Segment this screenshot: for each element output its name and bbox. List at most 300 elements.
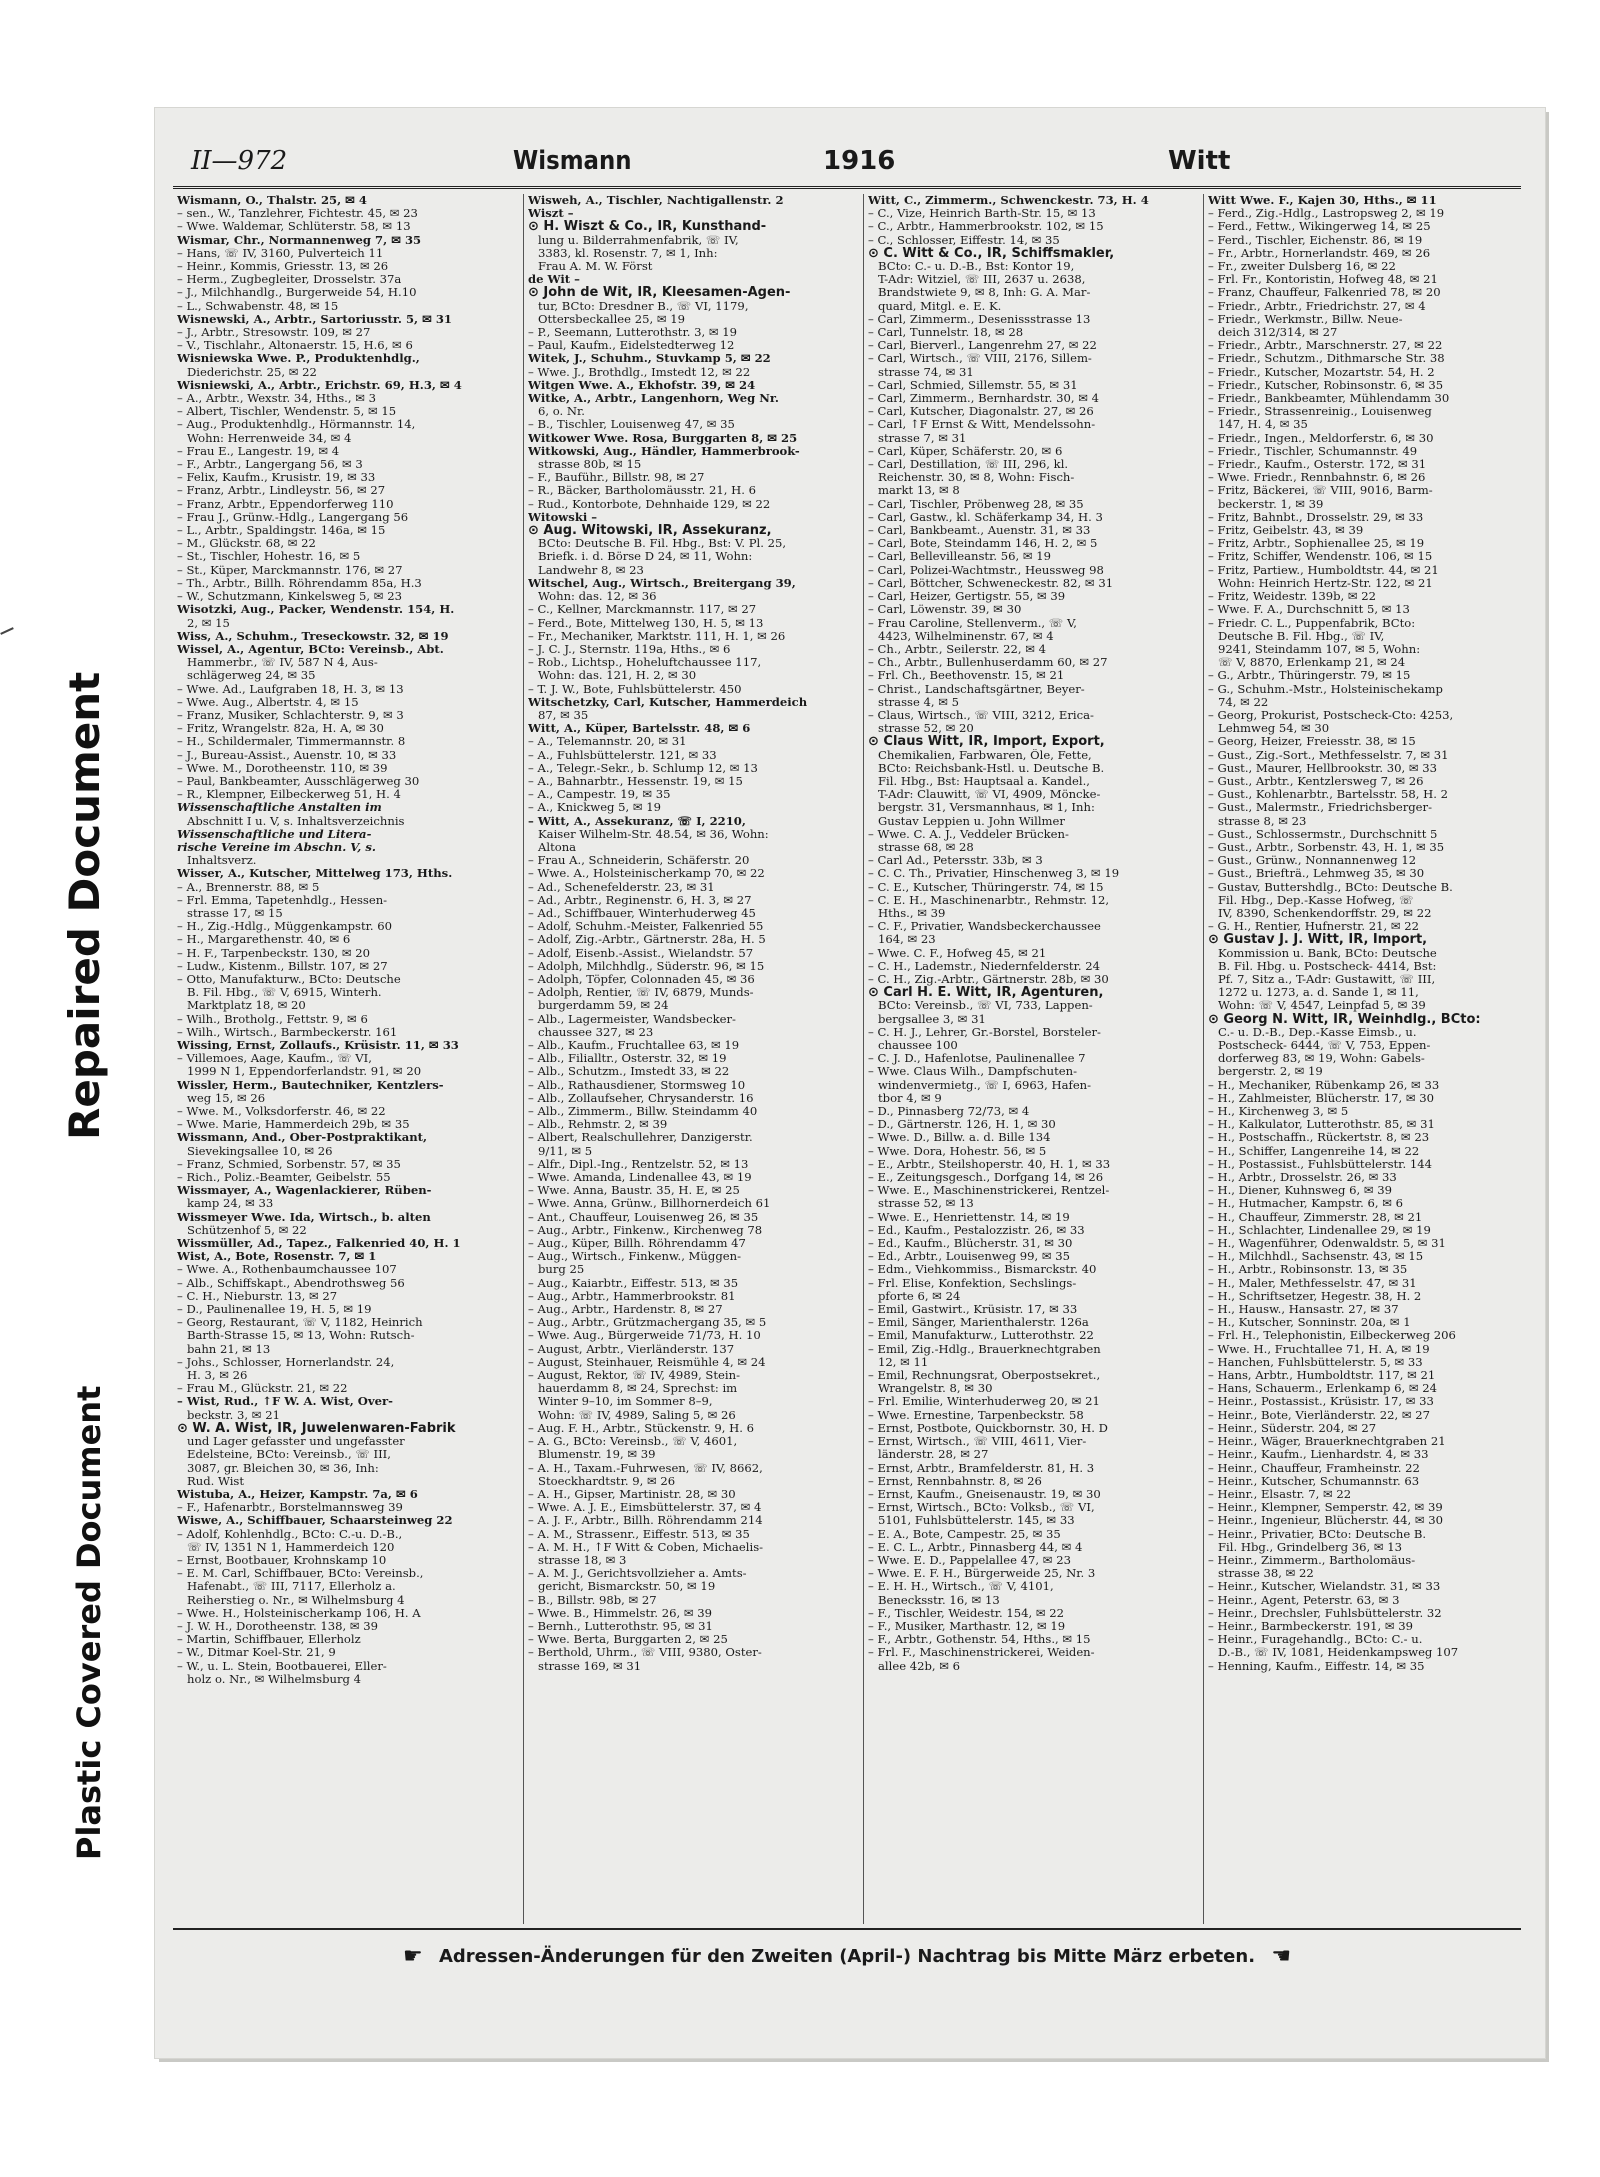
directory-entry: – Friedr., Ingen., Meldorferstr. 6, ✉ 30	[1208, 431, 1434, 445]
page-number: II—972	[191, 146, 288, 176]
directory-entry: Witt, C., Zimmerm., Schwenckestr. 73, H. 4	[868, 194, 1149, 207]
directory-entry: Benecksstr. 16, ✉ 13	[878, 1593, 1000, 1607]
directory-entry: Witowski –	[528, 510, 598, 524]
directory-entry: – C., Kellner, Marckmannstr. 117, ✉ 27	[528, 603, 757, 617]
directory-entry: holz o. Nr., ✉ Wilhelmsburg 4	[187, 1672, 361, 1686]
directory-entry: – H., Maler, Methfesselstr. 47, ✉ 31	[1208, 1276, 1417, 1290]
directory-entry: – sen., W., Tanzlehrer, Fichtestr. 45, ✉ 23	[177, 207, 418, 221]
directory-entry: – L., Arbtr., Spaldingstr. 146a, ✉ 15	[177, 524, 386, 538]
directory-entry: – Ferd., Fettw., Wikingerweg 14, ✉ 25	[1208, 220, 1431, 234]
directory-entry: – Wwe. E. F. H., Bürgerweide 25, Nr. 3	[868, 1567, 1096, 1581]
directory-entry: Witkower Wwe. Rosa, Burggarten 8, ✉ 25	[528, 431, 798, 445]
directory-entry: – Heinr., Postassist., Krüsistr. 17, ✉ 33	[1208, 1395, 1434, 1409]
directory-entry: – A. M. J., Gerichtsvollzieher a. Amts-	[528, 1567, 747, 1581]
directory-entry: – Carl Ad., Petersstr. 33b, ✉ 3	[868, 854, 1043, 868]
directory-entry: – Heinr., Drechsler, Fuhlsbüttelerstr. 32	[1208, 1606, 1442, 1620]
directory-entry: – Wwe. Aug., Albertstr. 4, ✉ 15	[177, 695, 359, 709]
directory-entry: – Wwe. Marie, Hammerdeich 29b, ✉ 35	[177, 1118, 410, 1132]
directory-entry: – Adolf, Eisenb.-Assist., Wielandstr. 57	[528, 946, 754, 960]
directory-entry: Schützenhof 5, ✉ 22	[187, 1223, 307, 1237]
directory-entry: – Th., Arbtr., Billh. Röhrendamm 85a, H.3	[177, 576, 422, 590]
directory-entry: – H., Schiffer, Langenreihe 14, ✉ 22	[1208, 1144, 1420, 1158]
directory-entry: ⊙ Aug. Witowski, IR, Assekuranz,	[528, 524, 772, 538]
directory-entry: Stoeckhardtstr. 9, ✉ 26	[538, 1474, 676, 1488]
directory-entry: – Carl, Zimmerm., Bernhardstr. 30, ✉ 4	[868, 392, 1099, 406]
directory-entry: strasse 4, ✉ 5	[878, 695, 960, 709]
directory-entry: strasse 38, ✉ 22	[1218, 1567, 1314, 1581]
directory-entry: chaussee 327, ✉ 23	[538, 1025, 654, 1039]
directory-entry: – Frl. H., Telephonistin, Eilbeckerweg 206	[1208, 1329, 1456, 1343]
directory-entry: – F., Arbtr., Langergang 56, ✉ 3	[177, 458, 363, 472]
directory-entry: – E., Zeitungsgesch., Dorfgang 14, ✉ 26	[868, 1171, 1104, 1185]
directory-entry: strasse 68, ✉ 28	[878, 840, 974, 854]
directory-entry: – C., Vize, Heinrich Barth-Str. 15, ✉ 13	[868, 207, 1096, 221]
directory-entry: Wiszt –	[528, 207, 574, 221]
directory-entry: – Friedr., Kutscher, Robinsonstr. 6, ✉ 35	[1208, 378, 1444, 392]
directory-entry: Winter 9–10, im Sommer 8–9,	[538, 1395, 713, 1409]
directory-entry: Witt Wwe. F., Kajen 30, Hths., ✉ 11	[1208, 194, 1437, 207]
directory-entry: – H., Diener, Kuhnsweg 6, ✉ 39	[1208, 1184, 1393, 1198]
directory-entry: – Fritz, Bäckerei, ☏ VIII, 9016, Barm-	[1208, 484, 1433, 498]
directory-entry: – C. H., Nieburstr. 13, ✉ 27	[177, 1289, 338, 1303]
directory-entry: – Fr., Arbtr., Hornerlandstr. 469, ✉ 26	[1208, 246, 1431, 260]
directory-entry: pforte 6, ✉ 24	[878, 1289, 961, 1303]
directory-entry: – Frau M., Glückstr. 21, ✉ 22	[177, 1382, 348, 1396]
directory-entry: ⊙ H. Wiszt & Co., IR, Kunsthand-	[528, 220, 767, 234]
directory-entry: – F., Hafenarbtr., Borstelmannsweg 39	[177, 1501, 403, 1515]
directory-entry: – Wilh., Wirtsch., Barmbeckerstr. 161	[177, 1025, 398, 1039]
directory-entry: – Carl, Bote, Steindamm 146, H. 2, ✉ 5	[868, 537, 1098, 551]
directory-entry: – Christ., Landschaftsgärtner, Beyer-	[868, 682, 1085, 696]
directory-entry: – C. H. J., Lehrer, Gr.-Borstel, Borsteler-	[868, 1025, 1101, 1039]
directory-entry: deich 312/314, ✉ 27	[1218, 326, 1338, 340]
directory-entry: – August, Arbtr., Vierländerstr. 137	[528, 1342, 735, 1356]
directory-entry: – August, Steinhauer, Reismühle 4, ✉ 24	[528, 1355, 766, 1369]
directory-entry: Frau A. M. W. Först	[538, 260, 653, 274]
directory-entry: Ottersbeckallee 25, ✉ 19	[538, 312, 685, 326]
directory-entry: – Friedr., Tischler, Schumannstr. 49	[1208, 444, 1418, 458]
directory-entry: – Rud., Kontorbote, Dehnhaide 129, ✉ 22	[528, 497, 771, 511]
directory-entry: schlägerweg 24, ✉ 35	[187, 669, 316, 683]
directory-entry: – Heinr., Klempner, Semperstr. 42, ✉ 39	[1208, 1501, 1443, 1515]
directory-entry: Wisniewski, A., Arbtr., Erichstr. 69, H.3, ✉ 4	[177, 378, 462, 392]
directory-entry: Sievekingsallee 10, ✉ 26	[187, 1144, 333, 1158]
directory-entry: Reiherstieg o. Nr., ✉ Wilhelmsburg 4	[187, 1593, 405, 1607]
directory-entry: – Ernst, Postbote, Quickbornstr. 30, H. D	[868, 1421, 1108, 1435]
directory-entry: Wissler, Herm., Bautechniker, Kentzlers-	[177, 1078, 444, 1092]
directory-entry: 147, H. 4, ✉ 35	[1218, 418, 1308, 432]
directory-entry: 4423, Wilhelminenstr. 67, ✉ 4	[878, 629, 1054, 643]
directory-entry: weg 15, ✉ 26	[187, 1091, 266, 1105]
margin-mark	[0, 627, 14, 635]
directory-entry: Hammerbr., ☏ IV, 587 N 4, Aus-	[187, 656, 378, 670]
directory-entry: Edelsteine, BCto: Vereinsb., ☏ III,	[187, 1448, 391, 1462]
directory-entry: – Fritz, Bahnbt., Drosselstr. 29, ✉ 33	[1208, 510, 1424, 524]
directory-entry: – E. H. H., Wirtsch., ☏ V, 4101,	[868, 1580, 1054, 1594]
directory-entry: C.- u. D.-B., Dep.-Kasse Eimsb., u.	[1218, 1025, 1417, 1039]
directory-entry: T-Adr: Clauwitt, ☏ VI, 4909, Möncke-	[878, 788, 1101, 802]
directory-entry: – Friedr., Kutscher, Mozartstr. 54, H. 2	[1208, 365, 1435, 379]
directory-entry: – Ant., Chauffeur, Louisenweg 26, ✉ 35	[528, 1210, 759, 1224]
directory-entry: D.-B., ☏ IV, 1081, Heidenkampsweg 107	[1218, 1646, 1459, 1660]
directory-entry: – Franz, Musiker, Schlachterstr. 9, ✉ 3	[177, 708, 404, 722]
directory-entry: kamp 24, ✉ 33	[187, 1197, 274, 1211]
directory-entry: – H., Kalkulator, Lutterothstr. 85, ✉ 31	[1208, 1118, 1435, 1132]
directory-entry: – M., Glückstr. 68, ✉ 22	[177, 537, 316, 551]
directory-entry: Chemikalien, Farbwaren, Öle, Fette,	[878, 748, 1092, 762]
directory-entry: – Gust., Malermstr., Friedrichsberger-	[1208, 801, 1432, 815]
directory-entry: BCto: Vereinsb., ☏ VI, 733, Lappen-	[878, 999, 1093, 1013]
footer-text: Adressen-Änderungen für den Zweiten (April-) Nachtrag bis Mitte März erbeten.	[438, 1946, 1256, 1967]
directory-entry: – Ernst, Kaufm., Gneisenaustr. 19, ✉ 30	[868, 1487, 1101, 1501]
directory-entry: – Carl, Böttcher, Schweneckestr. 82, ✉ 31	[868, 576, 1114, 590]
directory-entry: – W., Ditmar Koel-Str. 21, 9	[177, 1646, 336, 1660]
directory-entry: – J. W. H., Dorotheenstr. 138, ✉ 39	[177, 1619, 379, 1633]
directory-entry: Gustav Leppien u. John Willmer	[878, 814, 1065, 828]
directory-entry: beckerstr. 1, ✉ 39	[1218, 497, 1324, 511]
directory-entry: – Heinr., Privatier, BCto: Deutsche B.	[1208, 1527, 1427, 1541]
directory-entry: – Frl. Fr., Kontoristin, Hofweg 48, ✉ 21	[1208, 273, 1438, 287]
directory-entry: ⊙ Georg N. Witt, IR, Weinhdlg., BCto:	[1208, 1012, 1481, 1026]
directory-entry: – Wwe. Amanda, Lindenallee 43, ✉ 19	[528, 1171, 752, 1185]
directory-entry: – Alfr., Dipl.-Ing., Rentzelstr. 52, ✉ 13	[528, 1157, 749, 1171]
directory-entry: – H., Mechaniker, Rübenkamp 26, ✉ 33	[1208, 1078, 1440, 1092]
directory-entry: – Wwe. F. A., Durchschnitt 5, ✉ 13	[1208, 603, 1410, 617]
directory-entry: – Wwe. B., Himmelstr. 26, ✉ 39	[528, 1606, 713, 1620]
directory-entry: – Gust., Arbtr., Kentzlersweg 7, ✉ 26	[1208, 774, 1424, 788]
directory-entry: – Wwe. Ernestine, Tarpenbeckstr. 58	[868, 1408, 1084, 1422]
directory-entry: – B., Billstr. 98b, ✉ 27	[528, 1593, 657, 1607]
directory-entry: – Emil, Gastwirt., Krüsistr. 17, ✉ 33	[868, 1303, 1078, 1317]
directory-entry: – Frl. Emilie, Winterhuderweg 20, ✉ 21	[868, 1395, 1100, 1409]
directory-entry: Hafenabt., ☏ III, 7117, Ellerholz a.	[187, 1580, 396, 1594]
directory-entry: – Wwe. Dora, Hohestr. 56, ✉ 5	[868, 1144, 1047, 1158]
directory-entry: hauerdamm 8, ✉ 24, Sprechst: im	[538, 1382, 738, 1396]
directory-entry: – Witt, A., Assekuranz, ☏ I, 2210,	[528, 814, 746, 828]
directory-entry: – Frau E., Langestr. 19, ✉ 4	[177, 444, 340, 458]
directory-entry: 164, ✉ 23	[878, 933, 936, 947]
directory-entry: chaussee 100	[878, 1039, 958, 1052]
directory-entry: – Alb., Schiffskapt., Abendrothsweg 56	[177, 1276, 405, 1290]
directory-entry: – F., Musiker, Marthastr. 12, ✉ 19	[868, 1619, 1066, 1633]
directory-entry: – A., Brennerstr. 88, ✉ 5	[177, 880, 320, 894]
directory-entry: – H., Hutmacher, Kampstr. 6, ✉ 6	[1208, 1197, 1404, 1211]
directory-entry: – A., Telegr.-Sekr., b. Schlump 12, ✉ 13	[528, 761, 758, 775]
directory-entry: – Hanchen, Fuhlsbüttelerstr. 5, ✉ 33	[1208, 1355, 1423, 1369]
directory-entry: – Claus, Wirtsch., ☏ VIII, 3212, Erica-	[868, 708, 1094, 722]
directory-entry: – Ed., Kaufm., Blücherstr. 31, ✉ 30	[868, 1237, 1073, 1251]
directory-entry: Wissmüller, Ad., Tapez., Falkenried 40, H. 1	[177, 1237, 461, 1251]
directory-entry: – Johs., Schlosser, Hornerlandstr. 24,	[177, 1355, 395, 1369]
directory-entry: – Gust., Kohlenarbtr., Bartelsstr. 58, H. 2	[1208, 788, 1448, 802]
directory-entry: – Ad., Schenefelderstr. 23, ✉ 31	[528, 880, 715, 894]
directory-entry: – Ernst, Rennbahnstr. 8, ✉ 26	[868, 1474, 1042, 1488]
column-2	[523, 194, 862, 1924]
directory-entry: bergstr. 31, Versmannhaus, ✉ 1, Inh:	[878, 801, 1095, 815]
directory-entry: – A., Fuhlsbüttelerstr. 121, ✉ 33	[528, 748, 717, 762]
directory-entry: – G., Schuhm.-Mstr., Holsteinischekamp	[1208, 682, 1443, 696]
directory-entry: – Friedr., Strassenreinig., Louisenweg	[1208, 405, 1432, 419]
directory-entry: 9/11, ✉ 5	[538, 1144, 593, 1158]
directory-entry: – Gust., Arbtr., Sorbenstr. 43, H. 1, ✉ 35	[1208, 840, 1445, 854]
directory-entry: – F., Bauführ., Billstr. 98, ✉ 27	[528, 471, 705, 485]
directory-entry: – Wwe. H., Holsteinischerkamp 106, H. A	[177, 1606, 421, 1620]
directory-entry: strasse 17, ✉ 15	[187, 906, 283, 920]
directory-entry: – Wist, Rud., ↑F W. A. Wist, Over-	[177, 1395, 393, 1409]
directory-entry: dorferweg 83, ✉ 19, Wohn: Gabels-	[1218, 1052, 1425, 1066]
directory-entry: – Wwe. J., Brothdlg., Imstedt 12, ✉ 22	[528, 365, 751, 379]
directory-entry: burg 25	[538, 1263, 585, 1277]
directory-entry: – Heinr., Süderstr. 204, ✉ 27	[1208, 1421, 1377, 1435]
directory-entry: – Frl. Ch., Beethovenstr. 15, ✉ 21	[868, 669, 1065, 683]
directory-entry: – St., Tischler, Hohestr. 16, ✉ 5	[177, 550, 361, 564]
directory-entry: Wisniewska Wwe. P., Produktenhdlg.,	[177, 352, 420, 366]
directory-entry: – A. M., Strassenr., Eiffestr. 513, ✉ 35	[528, 1527, 750, 1541]
directory-entry: – Ed., Arbtr., Louisenweg 99, ✉ 35	[868, 1250, 1071, 1264]
directory-entry: – Gust., Briefträ., Lehmweg 35, ✉ 30	[1208, 867, 1425, 881]
directory-entry: Wissel, A., Agentur, BCto: Vereinsb., Abt.	[177, 642, 444, 656]
directory-entry: – Wwe. H., Fruchtallee 71, H. A, ✉ 19	[1208, 1342, 1430, 1356]
directory-entry: quard, Mitgl. e. E. K.	[878, 299, 1002, 313]
directory-entry: – Martin, Schiffbauer, Ellerholz	[177, 1633, 361, 1647]
directory-entry: Reichenstr. 30, ✉ 8, Wohn: Fisch-	[878, 471, 1075, 485]
directory-entry: Wohn: Herrenweide 34, ✉ 4	[187, 431, 352, 445]
directory-entry: – D., Gärtnerstr. 126, H. 1, ✉ 30	[868, 1118, 1056, 1132]
directory-entry: – Gust., Maurer, Hellbrookstr. 30, ✉ 33	[1208, 761, 1438, 775]
directory-entry: – Fritz, Geibelstr. 43, ✉ 39	[1208, 524, 1364, 538]
directory-entry: – Heinr., Kommis, Griesstr. 13, ✉ 26	[177, 260, 389, 274]
directory-entry: – Alb., Kaufm., Fruchtallee 63, ✉ 19	[528, 1039, 740, 1052]
directory-entry: – A. H., Taxam.-Fuhrwesen, ☏ IV, 8662,	[528, 1461, 763, 1475]
directory-entry: – Adolph, Milchhdlg., Süderstr. 96, ✉ 15	[528, 959, 765, 973]
directory-entry: – R., Klempner, Eilbeckerweg 51, H. 4	[177, 788, 401, 802]
directory-entry: – Adolph, Rentier, ☏ IV, 6879, Munds-	[528, 986, 754, 1000]
directory-entry: – Carl, Bellevilleanstr. 56, ✉ 19	[868, 550, 1051, 564]
directory-entry: 1272 u. 1273, a. d. Sande 1, ✉ 11,	[1218, 986, 1419, 1000]
directory-entry: Witke, A., Arbtr., Langenhorn, Weg Nr.	[528, 392, 779, 406]
directory-entry: länderstr. 28, ✉ 27	[878, 1448, 989, 1462]
directory-entry: – Hans, Schauerm., Erlenkamp 6, ✉ 24	[1208, 1382, 1438, 1396]
directory-entry: – Ch., Arbtr., Bullenhuserdamm 60, ✉ 27	[868, 656, 1108, 670]
directory-entry: – Ernst, Arbtr., Bramfelderstr. 81, H. 3	[868, 1461, 1095, 1475]
directory-entry: – Wwe. M., Volksdorferstr. 46, ✉ 22	[177, 1105, 386, 1119]
directory-entry: 87, ✉ 35	[538, 708, 589, 722]
directory-entry: – Carl, Küper, Schäferstr. 20, ✉ 6	[868, 444, 1063, 458]
directory-entry: – Wilh., Brotholg., Fettstr. 9, ✉ 6	[177, 1012, 368, 1026]
directory-entry: Wissmann, And., Ober-Postpraktikant,	[177, 1131, 428, 1145]
directory-entry: – Albert, Realschullehrer, Danzigerstr.	[528, 1131, 753, 1145]
directory-entry: ☏ V, 8870, Erlenkamp 21, ✉ 24	[1218, 656, 1406, 670]
directory-entry: – Wwe. A., Holsteinischerkamp 70, ✉ 22	[528, 867, 765, 881]
directory-entry: – Alb., Zimmerm., Billw. Steindamm 40	[528, 1105, 758, 1119]
directory-entry: – Wwe. M., Dorotheenstr. 110, ✉ 39	[177, 761, 388, 775]
directory-entry: Barth-Strasse 15, ✉ 13, Wohn: Rutsch-	[187, 1329, 415, 1343]
directory-entry: – Heinr., Kutscher, Wielandstr. 31, ✉ 33	[1208, 1580, 1441, 1594]
directory-entry: Witschetzky, Carl, Kutscher, Hammerdeich	[528, 695, 808, 709]
directory-entry: – A., Arbtr., Wexstr. 34, Hths., ✉ 3	[177, 392, 376, 406]
side-label-plastic: Plastic Covered Document	[70, 1385, 108, 1860]
directory-entry: – Alb., Lagermeister, Wandsbecker-	[528, 1012, 736, 1026]
directory-entry: lung u. Bilderrahmenfabrik, ☏ IV,	[538, 233, 739, 247]
directory-entry: – P., Seemann, Lutterothstr. 3, ✉ 19	[528, 326, 738, 340]
directory-entry: strasse 18, ✉ 3	[538, 1553, 627, 1567]
directory-entry: – Alb., Schutzm., Imstedt 33, ✉ 22	[528, 1065, 730, 1079]
directory-entry: Postscheck- 6444, ☏ V, 753, Eppen-	[1218, 1039, 1431, 1052]
directory-entry: – J., Milchhandlg., Burgerweide 54, H.10	[177, 286, 417, 300]
directory-entry: – H., Kutscher, Sonninstr. 20a, ✉ 1	[1208, 1316, 1411, 1330]
directory-entry: – H., Arbtr., Robinsonstr. 13, ✉ 35	[1208, 1263, 1408, 1277]
directory-entry: – H. F., Tarpenbeckstr. 130, ✉ 20	[177, 946, 370, 960]
directory-entry: – Heinr., Zimmerm., Bartholomäus-	[1208, 1553, 1416, 1567]
directory-entry: – W., Schutzmann, Kinkelsweg 5, ✉ 23	[177, 590, 402, 604]
directory-entry: – Aug., Arbtr., Grützmachergang 35, ✉ 5	[528, 1316, 767, 1330]
directory-entry: – Fr., zweiter Dulsberg 16, ✉ 22	[1208, 260, 1396, 274]
directory-entry: – C. E., Kutscher, Thüringerstr. 74, ✉ 15	[868, 880, 1104, 894]
directory-entry: BCto: Reichsbank-Hstl. u. Deutsche B.	[878, 761, 1105, 775]
directory-entry: – Heinr., Chauffeur, Framheinstr. 22	[1208, 1461, 1420, 1475]
directory-entry: bahn 21, ✉ 13	[187, 1342, 271, 1356]
directory-entry: – Ferd., Zig.-Hdlg., Lastropsweg 2, ✉ 19	[1208, 207, 1445, 221]
directory-entry: BCto: C.- u. D.-B., Bst: Kontor 19,	[878, 260, 1075, 274]
page-content	[173, 138, 1521, 2028]
directory-entry: Marktplatz 18, ✉ 20	[187, 999, 306, 1013]
directory-entry: – Carl, Schmied, Sillemstr. 55, ✉ 31	[868, 378, 1078, 392]
directory-entry: – Otto, Manufakturw., BCto: Deutsche	[177, 972, 401, 986]
directory-entry: – Ferd., Tischler, Eichenstr. 86, ✉ 19	[1208, 233, 1423, 247]
directory-entry: – Carl, Tunnelstr. 18, ✉ 28	[868, 326, 1024, 340]
directory-entry: – Wwe. A. J. E., Eimsbüttelerstr. 37, ✉ 4	[528, 1501, 762, 1515]
directory-entry: – C. J. D., Hafenlotse, Paulinenallee 7	[868, 1052, 1086, 1066]
directory-entry: und Lager gefasster und ungefasster	[187, 1435, 405, 1449]
directory-entry: – Carl, Zimmerm., Desenissstrasse 13	[868, 312, 1091, 326]
footer-notice	[173, 1944, 1521, 1984]
directory-entry: – Carl, Wirtsch., ☏ VIII, 2176, Sillem-	[868, 352, 1092, 366]
directory-entry: – Wwe. E., Henriettenstr. 14, ✉ 19	[868, 1210, 1070, 1224]
directory-entry: – Frl. Elise, Konfektion, Sechslings-	[868, 1276, 1077, 1290]
directory-entry: – Frau A., Schneiderin, Schäferstr. 20	[528, 854, 750, 868]
directory-entry: – Fritz, Arbtr., Sophienallee 25, ✉ 19	[1208, 537, 1425, 551]
directory-entry: – A., Campestr. 19, ✉ 35	[528, 788, 671, 802]
directory-entry: – Henning, Kaufm., Eiffestr. 14, ✉ 35	[1208, 1659, 1425, 1673]
directory-entry: Wissmeyer Wwe. Ida, Wirtsch., b. alten	[177, 1210, 431, 1224]
side-label-repaired: Repaired Document	[60, 671, 109, 1140]
directory-entry: rische Vereine im Abschn. V, s.	[177, 840, 376, 854]
directory-entry: – C., Schlosser, Eiffestr. 14, ✉ 35	[868, 233, 1060, 247]
directory-entry: – Gustav, Buttershdlg., BCto: Deutsche B.	[1208, 880, 1453, 894]
directory-entry: – Heinr., Barmbeckerstr. 191, ✉ 39	[1208, 1619, 1414, 1633]
directory-entry: 1999 N 1, Eppendorferlandstr. 91, ✉ 20	[187, 1065, 422, 1079]
directory-entry: Pf. 7, Sitz a., T-Adr: Gustawitt, ☏ III,	[1218, 972, 1436, 986]
directory-entry: – H., Wagenführer, Odenwaldstr. 5, ✉ 31	[1208, 1237, 1446, 1251]
directory-entry: Blumenstr. 19, ✉ 39	[538, 1448, 656, 1462]
directory-entry: – W., u. L. Stein, Bootbauerei, Eller-	[177, 1659, 387, 1673]
directory-entry: Witt, A., Küper, Bartelsstr. 48, ✉ 6	[528, 722, 751, 736]
directory-entry: – A., Bahnarbtr., Hessenstr. 19, ✉ 15	[528, 774, 743, 788]
directory-entry: – Ernst, Wirtsch., ☏ VIII, 4611, Vier-	[868, 1435, 1087, 1449]
directory-entry: ⊙ Gustav J. J. Witt, IR, Import,	[1208, 933, 1428, 947]
directory-entry: – Emil, Zig.-Hdlg., Brauerknechtgraben	[868, 1342, 1101, 1356]
directory-entry: Diederichstr. 25, ✉ 22	[187, 365, 317, 379]
directory-entry: beckstr. 3, ✉ 21	[187, 1408, 280, 1422]
directory-entry: – Friedr., Arbtr., Marschnerstr. 27, ✉ 22	[1208, 339, 1443, 353]
directory-entry: Rud. Wist	[187, 1474, 245, 1488]
directory-entry: – Wwe. E., Maschinenstrickerei, Rentzel-	[868, 1184, 1110, 1198]
directory-entry: Wissenschaftliche und Litera-	[177, 827, 372, 841]
column-4	[1203, 194, 1530, 1924]
directory-entry: Wiss, A., Schuhm., Treseckowstr. 32, ✉ 19	[177, 629, 449, 643]
directory-entry: – Franz, Arbtr., Lindleystr. 56, ✉ 27	[177, 484, 386, 498]
directory-entry: – Adolf, Kohlenhdlg., BCto: C.-u. D.-B.,	[177, 1527, 403, 1541]
directory-entry: – H., Arbtr., Drosselstr. 26, ✉ 33	[1208, 1171, 1397, 1185]
directory-entry: – Fritz, Weidestr. 139b, ✉ 22	[1208, 590, 1377, 604]
directory-entry: – Carl, Bankbeamt., Auenstr. 31, ✉ 33	[868, 524, 1091, 538]
directory-entry: – Aug., Arbtr., Hammerbrookstr. 81	[528, 1289, 736, 1303]
directory-entry: Fil. Hbg., Bst: Hauptsaal a. Kandel.,	[878, 774, 1090, 788]
directory-entry: – Fr., Mechaniker, Marktstr. 111, H. 1, ✉ 26	[528, 629, 786, 643]
directory-entry: – H., Schlachter, Lindenallee 29, ✉ 19	[1208, 1223, 1431, 1237]
directory-entry: – H., Chauffeur, Zimmerstr. 28, ✉ 21	[1208, 1210, 1423, 1224]
directory-entry: Wohn: ☏ IV, 4989, Saling 5, ✉ 26	[538, 1408, 736, 1422]
directory-entry: windenvermietg., ☏ I, 6963, Hafen-	[878, 1078, 1092, 1092]
directory-entry: B. Fil. Hbg. u. Postscheck- 4414, Bst:	[1218, 959, 1437, 973]
directory-entry: ⊙ Claus Witt, IR, Import, Export,	[868, 735, 1105, 749]
directory-entry: T-Adr: Witziel, ☏ III, 2637 u. 2638,	[878, 273, 1086, 287]
directory-entry: B. Fil. Hbg., ☏ V, 6915, Winterh.	[187, 986, 382, 1000]
directory-entry: Wismann, O., Thalstr. 25, ✉ 4	[177, 194, 367, 207]
directory-entry: – Edm., Viehkommiss., Bismarckstr. 40	[868, 1263, 1097, 1277]
directory-entry: Wohn: ☏ V, 4547, Leinpfad 5, ✉ 39	[1218, 999, 1426, 1013]
directory-entry: – Hans, ☏ IV, 3160, Pulverteich 11	[177, 246, 384, 260]
directory-entry: – Heinr., Elsastr. 7, ✉ 22	[1208, 1487, 1352, 1501]
directory-entry: – D., Paulinenallee 19, H. 5, ✉ 19	[177, 1303, 372, 1317]
header-year: 1916	[823, 146, 896, 176]
directory-entry: – C. H., Lademstr., Niedernfelderstr. 24	[868, 959, 1100, 973]
directory-entry: – Georg, Restaurant, ☏ V, 1182, Heinrich	[177, 1316, 423, 1330]
directory-entry: – Ed., Kaufm., Pestalozzistr. 26, ✉ 33	[868, 1223, 1085, 1237]
directory-entry: Deutsche B. Fil. Hbg., ☏ IV,	[1218, 629, 1385, 643]
directory-entry: – Aug., Wirtsch., Finkenw., Müggen-	[528, 1250, 741, 1264]
directory-entry: – Heinr., Bote, Vierländerstr. 22, ✉ 27	[1208, 1408, 1431, 1422]
directory-entry: – J., Arbtr., Stresowstr. 109, ✉ 27	[177, 326, 371, 340]
directory-entry: – H., Zahlmeister, Blücherstr. 17, ✉ 30	[1208, 1091, 1435, 1105]
directory-entry: Witek, J., Schuhm., Stuvkamp 5, ✉ 22	[528, 352, 771, 366]
directory-entry: Kaiser Wilhelm-Str. 48.54, ✉ 36, Wohn:	[538, 827, 769, 841]
directory-entry: strasse 80b, ✉ 15	[538, 458, 642, 472]
directory-entry: – Franz, Schmied, Sorbenstr. 57, ✉ 35	[177, 1157, 401, 1171]
directory-entry: Wohn: das. 121, H. 2, ✉ 30	[538, 669, 697, 683]
pointing-hand-left-icon: ☚	[1271, 1944, 1292, 1969]
directory-entry: – C., Arbtr., Hammerbrookstr. 102, ✉ 15	[868, 220, 1104, 234]
directory-entry: – Wwe. Claus Wilh., Dampfschuten-	[868, 1065, 1077, 1079]
column-1	[173, 194, 521, 1924]
directory-entry: – Heinr., Furagehandlg., BCto: C.- u.	[1208, 1633, 1423, 1647]
directory-entry: – Adolph, Töpfer, Colonnaden 45, ✉ 36	[528, 972, 755, 986]
directory-entry: – Fritz, Partiew., Humboldtstr. 44, ✉ 21	[1208, 563, 1439, 577]
directory-entry: – Alb., Zollaufseher, Chrysanderstr. 16	[528, 1091, 754, 1105]
directory-entry: – Carl, Heizer, Gertigstr. 55, ✉ 39	[868, 590, 1066, 604]
directory-entry: – Carl, Destillation, ☏ III, 296, kl.	[868, 458, 1069, 472]
directory-entry: – Adolf, Schuhm.-Meister, Falkenried 55	[528, 920, 764, 934]
directory-entry: – Heinr., Kaufm., Lienhardstr. 4, ✉ 33	[1208, 1448, 1429, 1462]
directory-entry: – Herm., Zugbegleiter, Drosselstr. 37a	[177, 273, 402, 287]
directory-entry: – Wwe. Anna, Baustr. 35, H. E, ✉ 25	[528, 1184, 740, 1198]
directory-entry: Kommission u. Bank, BCto: Deutsche	[1218, 946, 1437, 960]
directory-entry: – Franz, Arbtr., Eppendorferweg 110	[177, 497, 394, 511]
directory-entry: strasse 169, ✉ 31	[538, 1659, 642, 1673]
directory-page	[155, 108, 1545, 2058]
directory-entry: – Alb., Rehmstr. 2, ✉ 39	[528, 1118, 668, 1132]
directory-entry: BCto: Deutsche B. Fil. Hbg., Bst: V. Pl. 25,	[538, 537, 787, 551]
